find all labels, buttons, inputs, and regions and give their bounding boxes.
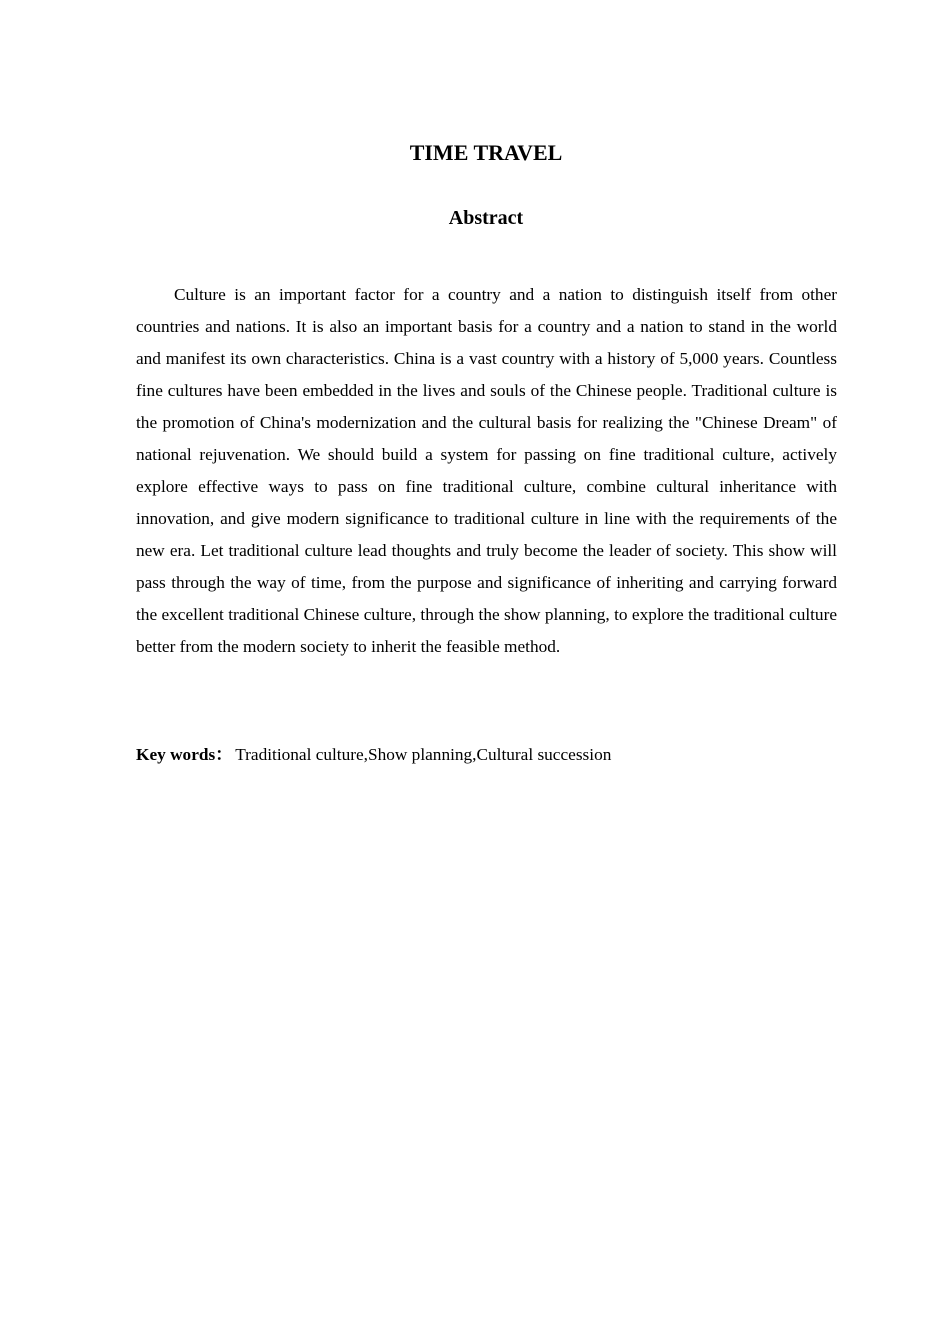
abstract-paragraph: Culture is an important factor for a country and a nation to distinguish itself from other countries and nations. It is also an important basis for a country and a nation to stand in the world and manifest its own characteristics. China is a vast country with a history of 5,000 years. Countless fine cultures have been embedded in the lives and souls of the Chinese people. Traditional culture is the promotion of China's modernization and the cultural basis for realizing the "Chinese Dream" of national rejuvenation. We should build a system for passing on fine traditional culture, actively explore effective ways to pass on fine traditional culture, combine cultural inheritance with innovation, and give modern significance to traditional culture in line with the requirements of the new era. Let traditional culture lead thoughts and truly become the leader of society. This show will pass through the way of time, from the purpose and significance of inheriting and carrying forward the excellent traditional Chinese culture, through the show planning, to explore the traditional culture better from the modern society to inherit the feasible method. (136, 285, 837, 656)
keywords-separator: ： (215, 745, 233, 764)
keywords-label: Key words (136, 745, 216, 764)
keywords-line (136, 739, 837, 771)
abstract-heading: Abstract (448, 207, 524, 229)
keywords-value: Traditional culture,Show planning,Cultural succession (235, 745, 612, 764)
document-title: TIME TRAVEL (409, 140, 563, 165)
